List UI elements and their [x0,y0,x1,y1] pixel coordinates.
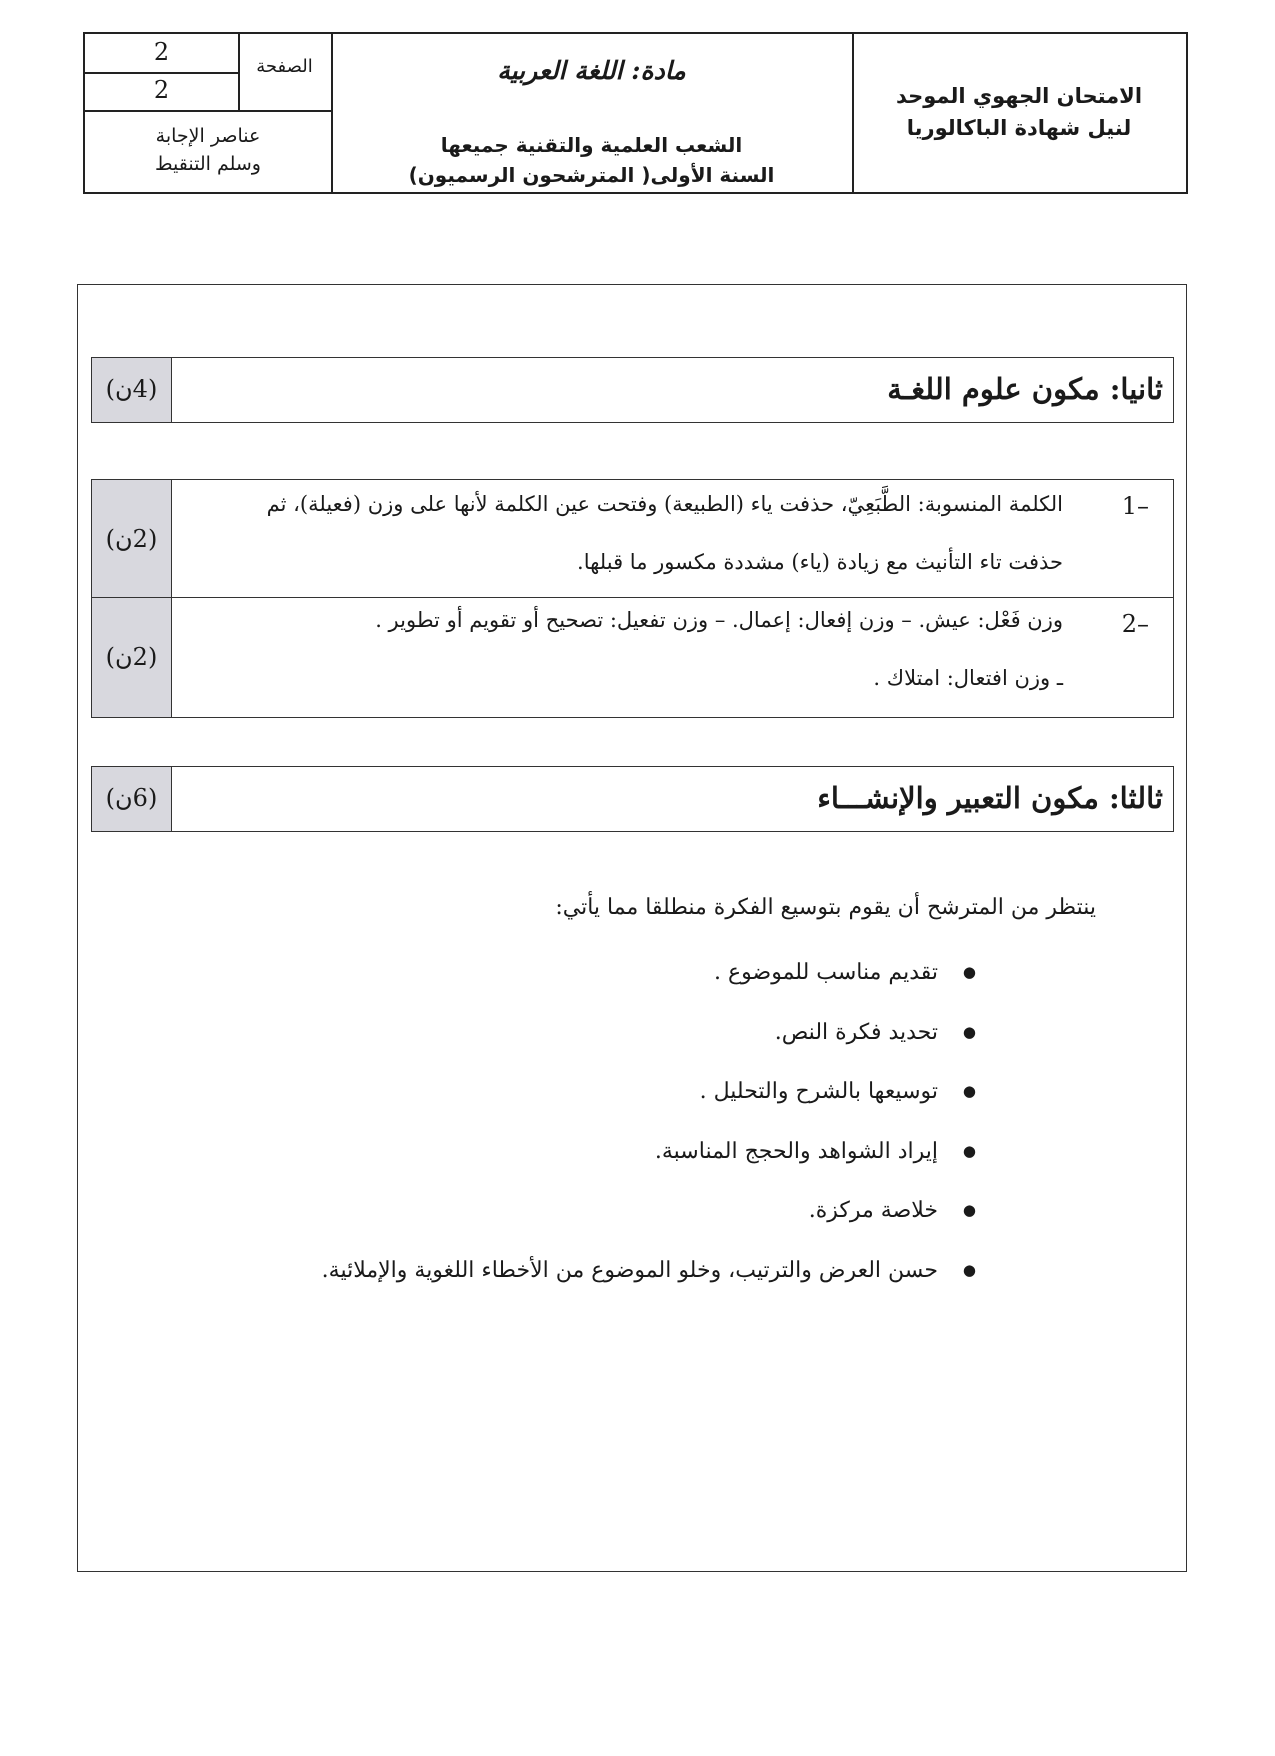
subject-title: مادة: اللغة العربية [497,56,686,85]
section3-intro: ينتظر من المترشح أن يقوم بتوسيع الفكرة منطلقا مما يأتي: [555,895,1096,920]
answer-label-line1: عناصر الإجابة [155,125,261,147]
answer2-line1: وزن فَعْل: عيش. – وزن إفعال: إعمال. – وزن تفعيل: تصحيح أو تقويم أو تطوير . [375,608,1063,632]
list-item: ● تحديد فكرة النص. [116,1003,976,1063]
section3-score: (6ن) [92,767,172,831]
exam-title [852,80,1186,144]
answer-row-2 [92,598,1173,717]
answer1-score: (2ن) [92,480,172,597]
page-number: 2 [85,34,238,74]
answer-frame [77,284,1187,1572]
answer1-number: 1– [1121,492,1149,520]
answer1-line2: حذفت تاء التأنيث مع زيادة (ياء) مشددة مكسور ما قبلها. [577,550,1063,574]
answer2-number: 2– [1121,610,1149,638]
section2-score: (4ن) [92,358,172,422]
header-middle-cell [331,34,854,192]
header-right-cell [852,34,1186,192]
section2-answers-table [91,479,1174,718]
section3-bar [91,766,1174,832]
exam-line2: لنيل شهادة الباكالوريا [906,116,1132,140]
list-item: ● خلاصة مركزة. [116,1181,976,1241]
list-item: ● إيراد الشواهد والحجج المناسبة. [116,1122,976,1182]
section2-title: ثانيا: مكون علوم اللغـة [887,372,1163,406]
streams-info [331,130,852,190]
section2-bar [91,357,1174,423]
header-left-cell [85,34,333,192]
exam-line1: الامتحان الجهوي الموحد [895,84,1143,108]
section3-title: ثالثا: مكون التعبير والإنشـــاء [817,781,1163,815]
section3-bullet-list [116,943,976,1300]
list-item: ● تقديم مناسب للموضوع . [116,943,976,1003]
answer-row-1 [92,480,1173,598]
page-label: الصفحة [256,56,313,77]
page-box [85,34,331,112]
streams-line2: السنة الأولى( المترشحون الرسميون) [408,163,775,187]
answer1-line1: الكلمة المنسوبة: الطَّبَعِيّ، حذفت ياء (الطبيعة) وفتحت عين الكلمة لأنها على وزن (فعيلة)، ثم [266,492,1063,516]
list-item: ● حسن العرض والترتيب، وخلو الموضوع من الأخطاء اللغوية والإملائية. [116,1241,976,1301]
page-numbers [85,34,240,110]
answer2-line2: ـ وزن افتعال: امتلاك . [873,666,1063,690]
answer-scale-label [85,110,331,194]
list-item: ● توسيعها بالشرح والتحليل . [116,1062,976,1122]
streams-line1: الشعب العلمية والتقنية جميعها [440,133,743,157]
answer2-score: (2ن) [92,598,172,717]
exam-header [83,32,1188,194]
answer-label-line2: وسلم التنقيط [155,153,261,175]
page-total: 2 [153,76,170,104]
